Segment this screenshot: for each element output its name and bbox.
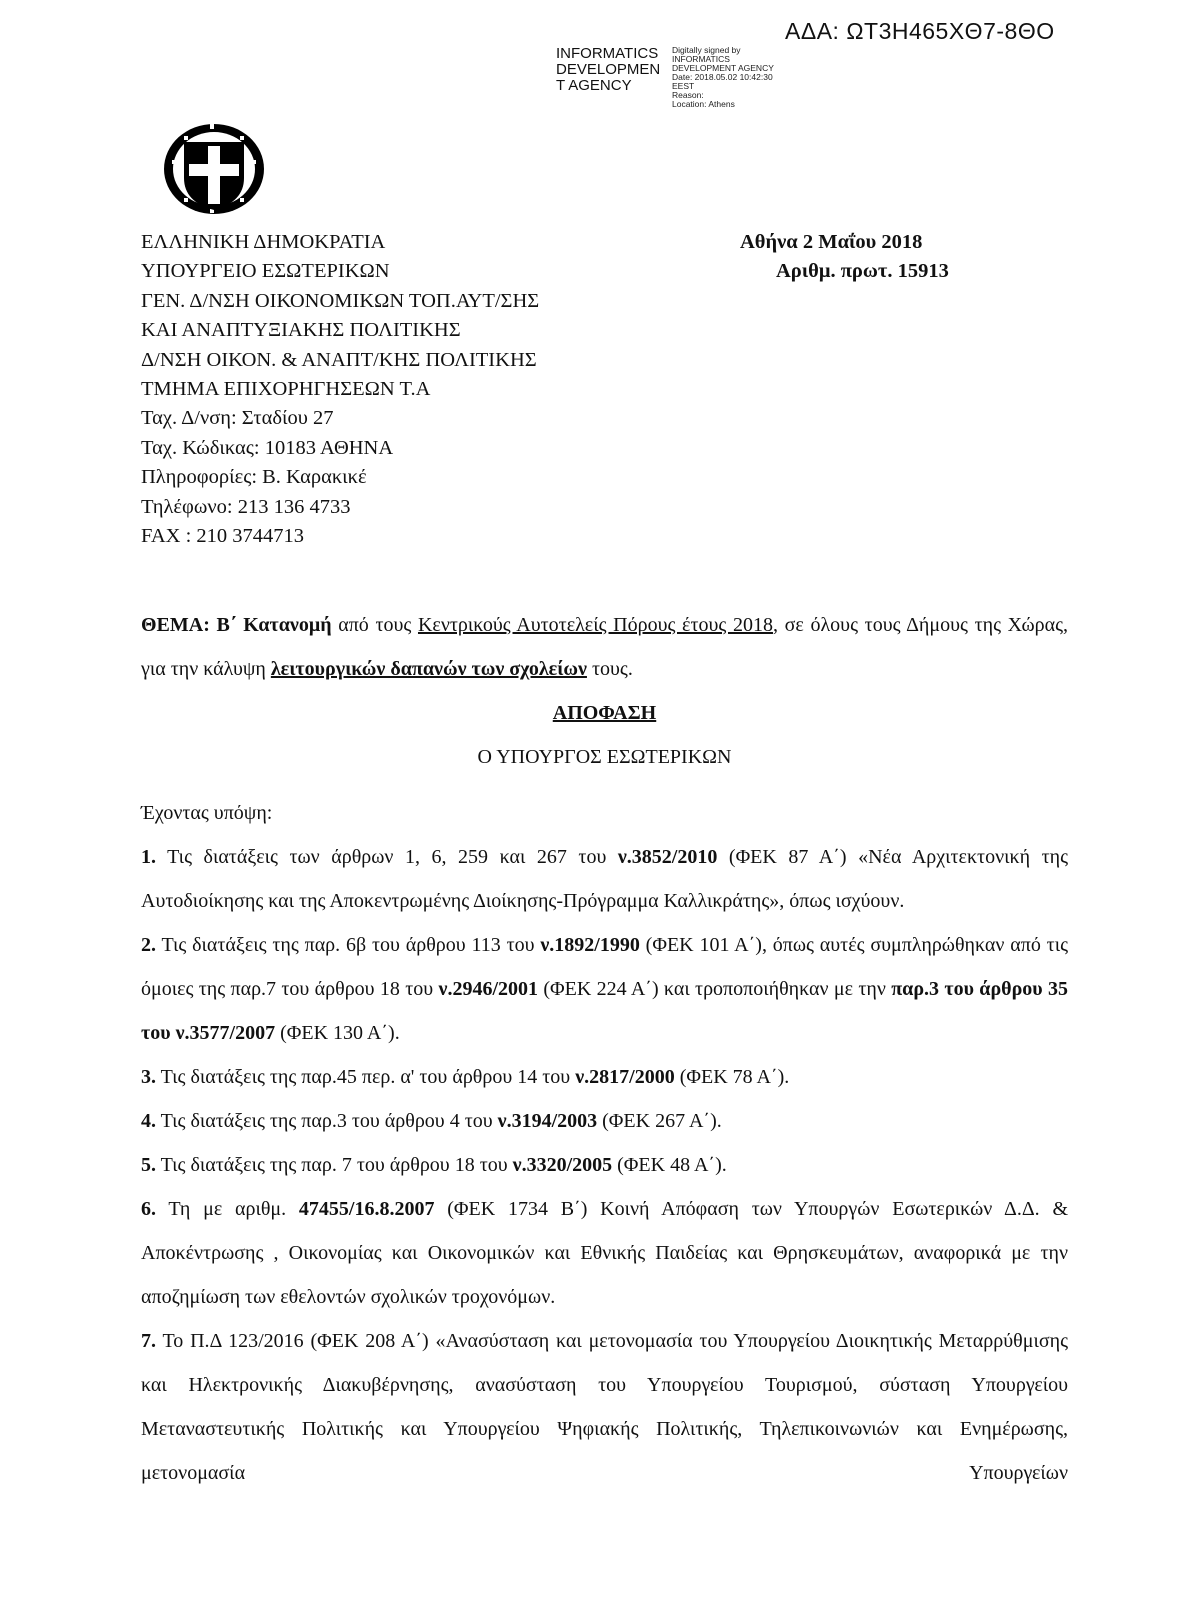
digital-signature-details (672, 46, 774, 109)
subject-paragraph (141, 603, 1068, 691)
sender-line: ΚΑΙ ΑΝΑΠΤΥΞΙΑΚΗΣ ΠΟΛΙΤΙΚΗΣ (141, 319, 461, 342)
item-text: Τις διατάξεις της παρ.3 του άρθρου 4 του (156, 1110, 498, 1132)
item-text: (ΦΕΚ 78 Α΄). (674, 1066, 790, 1088)
ada-code: ΑΔΑ: ΩΤ3Η465ΧΘ7-8ΘΟ (785, 18, 1055, 44)
signature-detail-line: DEVELOPMENT AGENCY (672, 63, 774, 73)
sender-line: FAX : 210 3744713 (141, 525, 305, 548)
item-text: Τη με αριθμ. (156, 1198, 299, 1220)
signature-detail-line: Location: Athens (672, 99, 735, 109)
item-text: (ΦΕΚ 130 Α΄). (275, 1022, 400, 1044)
considering-heading: Έχοντας υπόψη: (141, 802, 273, 824)
minister-title: Ο ΥΠΟΥΡΓΟΣ ΕΣΩΤΕΡΙΚΩΝ (477, 746, 732, 768)
item-text: Τις διατάξεις της παρ.45 περ. α' του άρθρου 14 του (156, 1066, 576, 1088)
item-law-reference: παρ.3 του άρθρου 35 του ν.3577/2007 (141, 978, 1069, 1044)
sender-line: Ταχ. Δ/νση: Σταδίου 27 (141, 407, 334, 430)
item-text: (ΦΕΚ 48 Α΄). (612, 1154, 727, 1176)
sender-line: Ταχ. Κώδικας: 10183 ΑΘΗΝΑ (141, 436, 394, 459)
decision-title: ΑΠΟΦΑΣΗ (552, 702, 657, 724)
sender-line: Τηλέφωνο: 213 136 4733 (141, 495, 351, 518)
subject-text: τους. (586, 658, 633, 680)
item-law-reference: ν.3852/2010 (617, 846, 718, 868)
item-text: (ΦΕΚ 101 Α΄), όπως αυτές συμπληρώθηκαν από τις όμοιες της παρ.7 του άρθρου 18 του (141, 934, 1069, 1000)
item-number: 3. (141, 1066, 156, 1088)
item-text: Τις διατάξεις της παρ. 7 του άρθρου 18 του (156, 1154, 513, 1176)
subject-bold-underlined-text: λειτουργικών δαπανών των σχολείων (270, 658, 587, 680)
item-text: (ΦΕΚ 224 Α΄) και τροποποιήθηκαν με την (538, 978, 892, 1000)
date-block (740, 228, 949, 287)
signer-line: T AGENCY (556, 77, 632, 94)
greek-state-emblem-icon (162, 122, 266, 216)
subject-text: από τους (331, 614, 418, 636)
subject-text: , σε όλους τους Δήμους της Χώρας, για την κάλυψη (141, 614, 1069, 680)
sender-line: Πληροφορίες: Β. Καρακικέ (141, 466, 367, 489)
sender-line: ΤΜΗΜΑ ΕΠΙΧΟΡΗΓΗΣΕΩΝ Τ.Α (141, 378, 431, 401)
signature-detail-line: INFORMATICS (672, 54, 730, 64)
item-law-reference: ν.2817/2000 (575, 1066, 675, 1088)
sender-line: Δ/ΝΣΗ ΟΙΚΟΝ. & ΑΝΑΠΤ/ΚΗΣ ΠΟΛΙΤΙΚΗΣ (141, 348, 537, 371)
signature-detail-line: Digitally signed by (672, 45, 741, 55)
item-law-reference: ν.1892/1990 (540, 934, 640, 956)
list-item (141, 1319, 1068, 1495)
subject-underlined-text: Κεντρικούς Αυτοτελείς Πόρους έτους 2018 (417, 614, 773, 636)
list-item (141, 1099, 1068, 1143)
item-number: 4. (141, 1110, 156, 1132)
item-number: 6. (141, 1198, 156, 1220)
list-item (141, 1143, 1068, 1187)
item-number: 2. (141, 934, 156, 956)
subject-bold-text: Β΄ Κατανομή (209, 614, 332, 636)
signer-line: INFORMATICS (556, 45, 659, 62)
item-number: 1. (141, 846, 156, 868)
signature-detail-line: Date: 2018.05.02 10:42:30 (672, 72, 773, 82)
subject-label: ΘΕΜΑ: (141, 614, 210, 636)
item-number: 7. (141, 1330, 156, 1352)
item-text: (ΦΕΚ 87 Α΄) «Νέα Αρχιτεκτονική της Αυτοδιοίκησης και της Αποκεντρωμένης Διοίκησης-Πρόγραμμα Καλλικράτης», όπως ισχύουν. (141, 846, 1068, 912)
sender-block (141, 228, 539, 551)
signer-line: DEVELOPMEN (556, 61, 661, 78)
item-text: (ΦΕΚ 1734 Β΄) Κοινή Απόφαση των Υπουργών Εσωτερικών Δ.Δ. & Αποκέντρωσης , Οικονομίας και Οικονομικών και Εθνικής Παιδείας και Θρησκευμάτων, αναφορικά με την αποζημίωση των εθελοντών σχολικών τροχονόμων. (141, 1198, 1069, 1308)
list-item (141, 1187, 1068, 1319)
protocol-number: Αριθμ. πρωτ. 15913 (776, 260, 949, 283)
item-text: Τις διατάξεις της παρ. 6β του άρθρου 113 του (156, 934, 541, 956)
sender-line: ΓΕΝ. Δ/ΝΣΗ ΟΙΚΟΝΟΜΙΚΩΝ ΤΟΠ.ΑΥΤ/ΣΗΣ (141, 289, 540, 312)
list-item (141, 835, 1068, 923)
item-text: Το Π.Δ 123/2016 (ΦΕΚ 208 Α΄) «Ανασύσταση και μετονομασία του Υπουργείου Διοικητικής Μεταρρύθμισης και Ηλεκτρονικής Διακυβέρνησης, ανασύσταση του Υπουργείου Τουρισμού, σύσταση Υπουργείου Μεταναστευτικής Πολιτικής και Υπουργείου Ψηφιακής Πολιτικής, Τηλεπικοινωνιών και Ενημέρωσης, μετονομασία Υπουργείων (141, 1330, 1068, 1484)
item-text: Τις διατάξεις των άρθρων 1, 6, 259 και 267 του (156, 846, 618, 868)
document-date: Αθήνα 2 Μαΐου 2018 (740, 231, 923, 253)
document-body (141, 603, 1068, 1495)
list-item (141, 1055, 1068, 1099)
sender-line: ΕΛΛΗΝΙΚΗ ΔΗΜΟΚΡΑΤΙΑ (141, 231, 386, 253)
signature-detail-line: Reason: (672, 90, 704, 100)
item-text: (ΦΕΚ 267 Α΄). (597, 1110, 722, 1132)
sender-line: ΥΠΟΥΡΓΕΙΟ ΕΣΩΤΕΡΙΚΩΝ (141, 260, 390, 283)
digital-signature-signer (556, 46, 660, 94)
item-law-reference: ν.2946/2001 (438, 978, 539, 1000)
item-law-reference: ν.3320/2005 (512, 1154, 613, 1176)
signature-detail-line: EEST (672, 81, 695, 91)
list-item (141, 923, 1068, 1055)
item-number: 5. (141, 1154, 156, 1176)
item-law-reference: ν.3194/2003 (497, 1110, 598, 1132)
item-law-reference: 47455/16.8.2007 (298, 1198, 435, 1220)
